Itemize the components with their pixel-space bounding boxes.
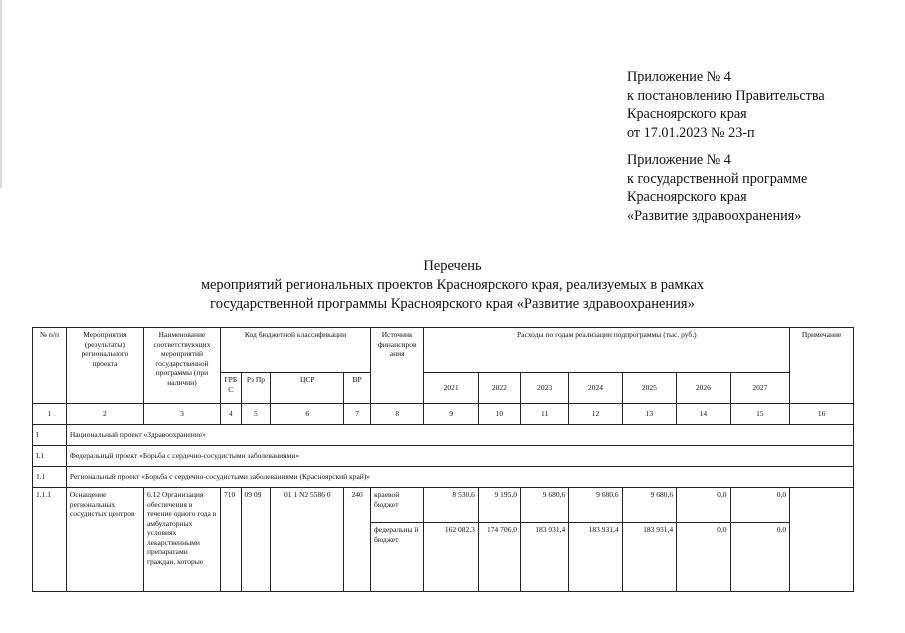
header-num: № п/п bbox=[33, 328, 67, 404]
item-source: федеральны й бюджет bbox=[370, 523, 423, 592]
item-value: 174 706,0 bbox=[478, 523, 520, 592]
appendix-resolution-line3: Красноярского края bbox=[627, 106, 747, 122]
appendix-resolution-line1: Приложение № 4 bbox=[627, 69, 731, 85]
header-year: 2024 bbox=[569, 373, 622, 404]
item-note bbox=[790, 488, 854, 592]
header-vr: ВР bbox=[344, 373, 371, 404]
section-num: 1.1 bbox=[33, 467, 67, 488]
item-csr: 01 1 N2 5586 0 bbox=[271, 488, 344, 592]
column-number: 4 bbox=[220, 404, 241, 425]
item-num: 1.1.1 bbox=[33, 488, 67, 592]
header-grbs: ГРБ С bbox=[220, 373, 241, 404]
header-budget-code: Код бюджетной классификации bbox=[220, 328, 370, 373]
column-number: 16 bbox=[790, 404, 854, 425]
column-number: 9 bbox=[424, 404, 478, 425]
item-value: 8 530,6 bbox=[424, 488, 478, 523]
column-number-row bbox=[33, 404, 854, 425]
appendix-program-line2: к государственной программе bbox=[627, 170, 808, 187]
title-line1: Перечень bbox=[423, 258, 482, 274]
appendix-program-line1: Приложение № 4 bbox=[627, 152, 731, 168]
item-value: 183 931,4 bbox=[622, 523, 676, 592]
section-num: I bbox=[33, 425, 67, 446]
column-number: 2 bbox=[66, 404, 143, 425]
header-year: 2021 bbox=[424, 373, 478, 404]
item-value: 9 680,6 bbox=[569, 488, 622, 523]
section-text: Национальный проект «Здравоохранение» bbox=[66, 425, 853, 446]
item-value: 162 082,3 bbox=[424, 523, 478, 592]
document-title bbox=[0, 257, 905, 314]
title-line2: мероприятий региональных проектов Красноярского края, реализуемых в рамках bbox=[200, 277, 705, 293]
item-value: 0,0 bbox=[677, 488, 730, 523]
item-value: 183 931,4 bbox=[569, 523, 622, 592]
column-number: 10 bbox=[478, 404, 520, 425]
header-year: 2026 bbox=[677, 373, 730, 404]
column-number: 15 bbox=[730, 404, 790, 425]
title-line3: государственной программы Красноярского края «Развитие здравоохранения» bbox=[210, 296, 695, 312]
column-number: 3 bbox=[143, 404, 220, 425]
header-row-1 bbox=[33, 328, 854, 373]
column-number: 6 bbox=[271, 404, 344, 425]
appendix-resolution-line4: от 17.01.2023 № 23-п bbox=[627, 124, 755, 141]
item-value: 0,0 bbox=[677, 523, 730, 592]
header-rzpr: Рз Пр bbox=[241, 373, 271, 404]
header-year: 2023 bbox=[520, 373, 568, 404]
item-program-name: 6.12 Организация обеспечения в течение одного года в амбулаторных условиях лекарственными препаратами граждан, которые bbox=[146, 490, 217, 566]
section-text: Региональный проект «Борьба с сердечно-сосудистыми заболеваниями (Красноярский край)» bbox=[66, 467, 853, 488]
header-year: 2025 bbox=[622, 373, 676, 404]
column-number: 8 bbox=[370, 404, 423, 425]
item-rzpr: 09 09 bbox=[241, 488, 271, 592]
column-number: 12 bbox=[569, 404, 622, 425]
column-number: 11 bbox=[520, 404, 568, 425]
column-number: 13 bbox=[622, 404, 676, 425]
scan-edge-line bbox=[0, 0, 2, 188]
header-source: Источник финансиров ания bbox=[370, 328, 423, 404]
item-value: 9 195,0 bbox=[478, 488, 520, 523]
header-year: 2022 bbox=[478, 373, 520, 404]
item-value: 9 680,6 bbox=[520, 488, 568, 523]
header-program-name: Наименование соответствующих мероприятий государственной программы (при наличии) bbox=[143, 328, 220, 404]
item-program-name-cell bbox=[143, 488, 220, 592]
header-year: 2027 bbox=[730, 373, 790, 404]
item-row-regional bbox=[33, 488, 854, 523]
item-grbs: 710 bbox=[220, 488, 241, 592]
section-row bbox=[33, 446, 854, 467]
column-number: 5 bbox=[241, 404, 271, 425]
column-number: 14 bbox=[677, 404, 730, 425]
item-value: 9 680,6 bbox=[622, 488, 676, 523]
header-note: Примечание bbox=[790, 328, 854, 404]
item-value: 183 931,4 bbox=[520, 523, 568, 592]
item-source: краевой бюджет bbox=[370, 488, 423, 523]
appendix-program-line3: Красноярского края bbox=[627, 189, 747, 205]
section-row bbox=[33, 425, 854, 446]
item-measure: Оснащение региональных сосудистых центров bbox=[66, 488, 143, 592]
header-measures: Мероприятия (результаты) регионального проекта bbox=[66, 328, 143, 404]
item-vr: 240 bbox=[344, 488, 371, 592]
appendix-program-block bbox=[627, 151, 807, 225]
appendix-resolution-block bbox=[627, 68, 825, 142]
item-value: 0,0 bbox=[730, 523, 790, 592]
measures-table bbox=[32, 327, 854, 592]
header-csr: ЦСР bbox=[271, 373, 344, 404]
column-number: 7 bbox=[344, 404, 371, 425]
section-row bbox=[33, 467, 854, 488]
section-text: Федеральный проект «Борьба с сердечно-сосудистыми заболеваниями» bbox=[66, 446, 853, 467]
appendix-resolution-line2: к постановлению Правительства bbox=[627, 87, 825, 104]
section-num: I.1 bbox=[33, 446, 67, 467]
header-expenses: Расходы по годам реализации подпрограммы (тыс. руб.) bbox=[424, 328, 790, 373]
column-number: 1 bbox=[33, 404, 67, 425]
item-value: 0,0 bbox=[730, 488, 790, 523]
appendix-program-line4: «Развитие здравоохранения» bbox=[627, 207, 802, 224]
